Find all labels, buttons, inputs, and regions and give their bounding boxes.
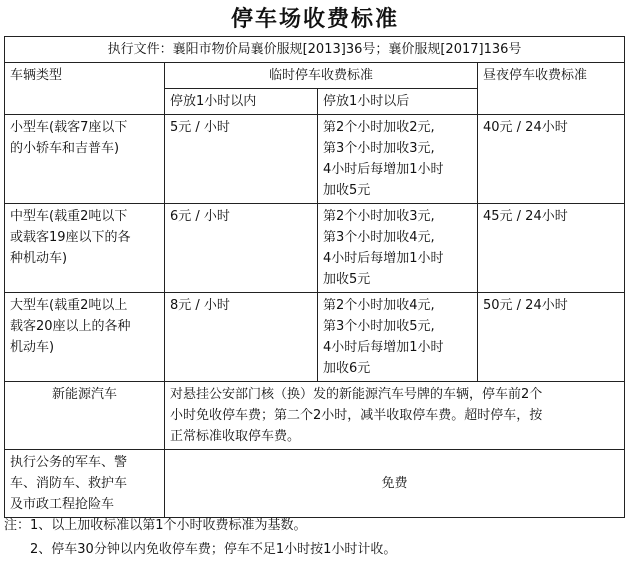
new-energy-policy bbox=[165, 382, 625, 450]
day-night-fee: 40元 / 24小时 bbox=[478, 115, 625, 204]
vehicle-type-cell bbox=[5, 293, 165, 382]
after-1h-line: 第3个小时加收3元, bbox=[323, 141, 435, 156]
official-vehicle-label bbox=[5, 450, 165, 518]
note-2: 2、停车30分钟以内免收停车费；停车不足1小时按1小时计收。 bbox=[30, 542, 397, 557]
official-label-line: 执行公务的军车、警 bbox=[10, 455, 128, 470]
table-row-official bbox=[5, 450, 625, 518]
official-label-line: 车、消防车、救护车 bbox=[10, 476, 128, 491]
new-energy-label: 新能源汽车 bbox=[5, 382, 165, 450]
header-day-night: 昼夜停车收费标准 bbox=[478, 63, 625, 115]
after-1h-line: 4小时后每增加1小时 bbox=[323, 162, 444, 177]
header-within-1h: 停放1小时以内 bbox=[165, 89, 318, 115]
vehicle-type-line: 种机动车) bbox=[10, 251, 68, 266]
within-1h-fee: 8元 / 小时 bbox=[165, 293, 318, 382]
vehicle-type-cell bbox=[5, 204, 165, 293]
day-night-fee: 45元 / 24小时 bbox=[478, 204, 625, 293]
basis-row bbox=[5, 37, 625, 63]
vehicle-type-line: 大型车(载重2吨以上 bbox=[10, 298, 128, 313]
vehicle-type-cell bbox=[5, 115, 165, 204]
after-1h-line: 4小时后每增加1小时 bbox=[323, 340, 444, 355]
fee-table bbox=[4, 36, 625, 518]
header-row-1 bbox=[5, 63, 625, 89]
after-1h-line: 第2个小时加收3元, bbox=[323, 209, 435, 224]
table-row-large bbox=[5, 293, 625, 382]
within-1h-fee: 5元 / 小时 bbox=[165, 115, 318, 204]
official-fee: 免费 bbox=[165, 450, 625, 518]
after-1h-line: 加收6元 bbox=[323, 361, 371, 376]
table-row-small bbox=[5, 115, 625, 204]
new-energy-line: 小时免收停车费；第二个2小时，减半收取停车费。超时停车，按 bbox=[170, 408, 543, 423]
table-row-new-energy bbox=[5, 382, 625, 450]
after-1h-fee-cell bbox=[318, 115, 478, 204]
new-energy-line: 对悬挂公安部门核（换）发的新能源汽车号牌的车辆，停车前2个 bbox=[170, 387, 543, 402]
basis-text: 执行文件：襄阳市物价局襄价服规[2013]36号；襄价服规[2017]136号 bbox=[5, 37, 625, 63]
vehicle-type-line: 机动车) bbox=[10, 340, 55, 355]
after-1h-line: 第2个小时加收2元, bbox=[323, 120, 435, 135]
notes bbox=[4, 514, 624, 562]
day-night-fee: 50元 / 24小时 bbox=[478, 293, 625, 382]
note-1: 注：1、以上加收标准以第1个小时收费标准为基数。 bbox=[4, 518, 307, 533]
after-1h-line: 加收5元 bbox=[323, 272, 371, 287]
vehicle-type-line: 中型车(载重2吨以下 bbox=[10, 209, 128, 224]
after-1h-line: 4小时后每增加1小时 bbox=[323, 251, 444, 266]
vehicle-type-line: 小型车(载客7座以下 bbox=[10, 120, 128, 135]
header-after-1h: 停放1小时以后 bbox=[318, 89, 478, 115]
after-1h-line: 第2个小时加收4元, bbox=[323, 298, 435, 313]
page-title: 停车场收费标准 bbox=[230, 7, 399, 32]
vehicle-type-line: 或载客19座以下的各 bbox=[10, 230, 131, 245]
after-1h-fee-cell bbox=[318, 204, 478, 293]
vehicle-type-line: 的小轿车和吉普车) bbox=[10, 141, 120, 156]
official-label-line: 及市政工程抢险车 bbox=[10, 497, 115, 512]
after-1h-line: 第3个小时加收5元, bbox=[323, 319, 435, 334]
header-temp-fee: 临时停车收费标准 bbox=[165, 63, 478, 89]
vehicle-type-line: 载客20座以上的各种 bbox=[10, 319, 131, 334]
within-1h-fee: 6元 / 小时 bbox=[165, 204, 318, 293]
header-vehicle-type: 车辆类型 bbox=[5, 63, 165, 115]
after-1h-line: 第3个小时加收4元, bbox=[323, 230, 435, 245]
after-1h-fee-cell bbox=[318, 293, 478, 382]
after-1h-line: 加收5元 bbox=[323, 183, 371, 198]
table-row-medium bbox=[5, 204, 625, 293]
new-energy-line: 正常标准收取停车费。 bbox=[170, 429, 301, 444]
